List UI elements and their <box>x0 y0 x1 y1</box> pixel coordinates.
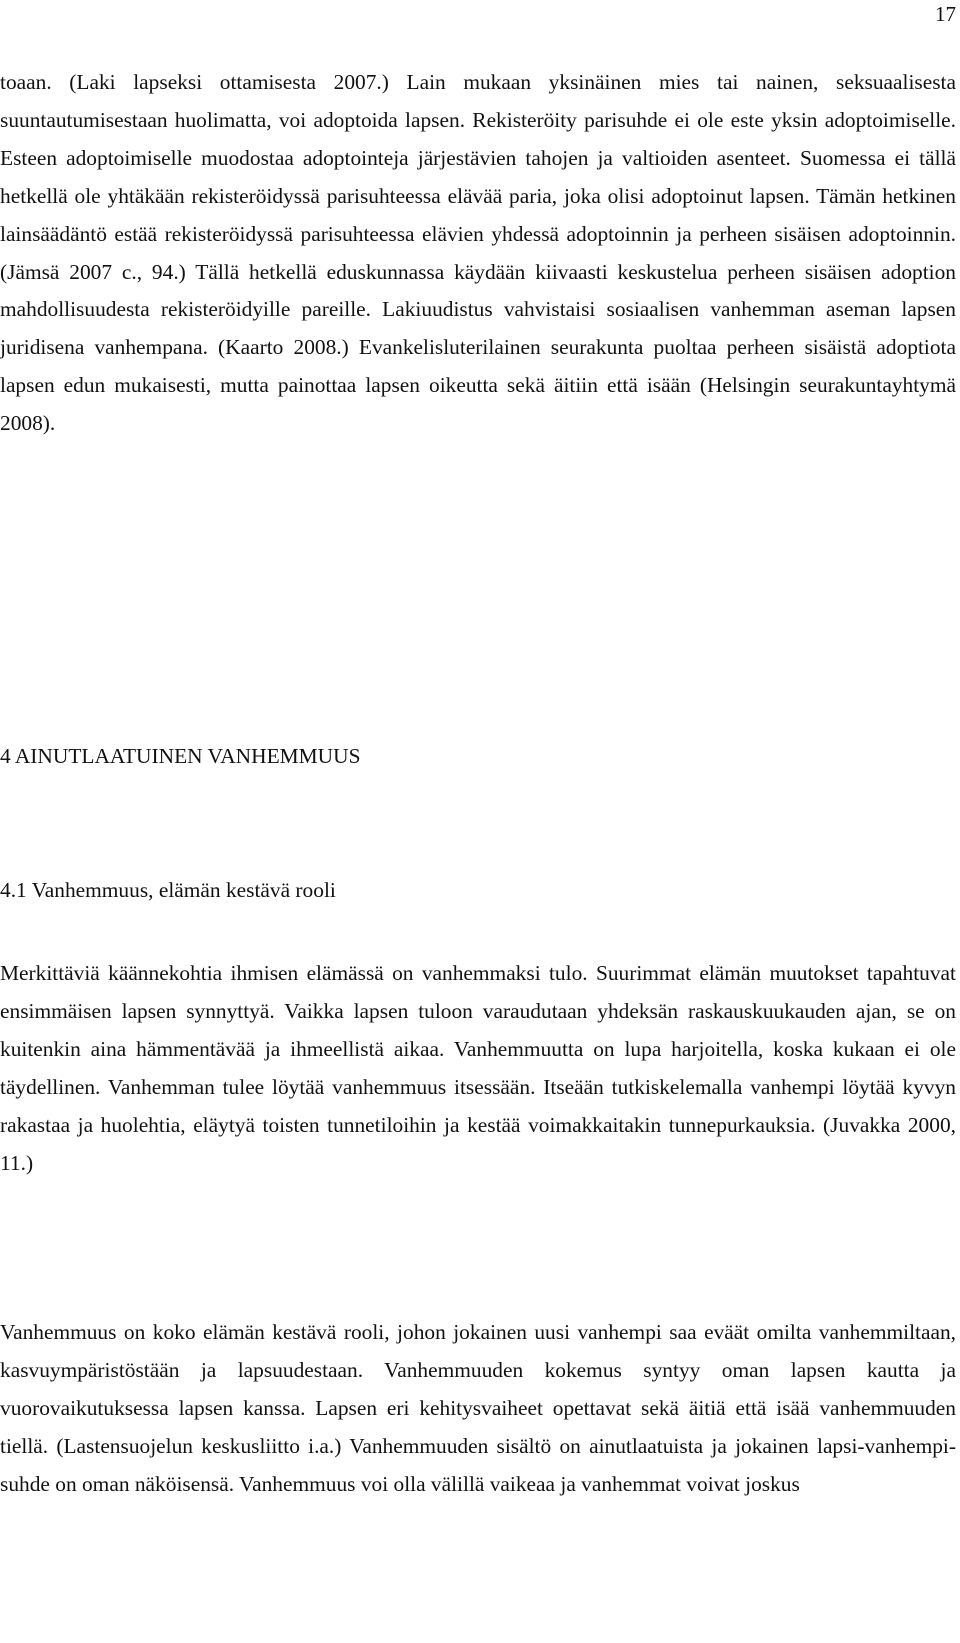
page-number: 17 <box>935 2 956 26</box>
chapter-heading: 4 AINUTLAATUINEN VANHEMMUUS <box>0 744 361 768</box>
paragraph-body: Vanhemmuus on koko elämän kestävä rooli, johon jokainen uusi vanhempi saa eväät omilta vanhemmiltaan, kasvuympäristöstään ja lapsuudestaan. Vanhemmuuden kokemus syntyy oman lapsen kautta ja vuorovaikutuksessa lapsen kanssa. Lapsen eri kehitysvaiheet opettavat sekä äitiä että isää vanhemmuuden tiellä. (Lastensuojelun keskusliitto i.a.) Vanhemmuuden sisältö on ainutlaatuista ja jokainen lapsi-vanhempi-suhde on oman näköisensä. Vanhemmuus voi olla välillä vaikeaa ja vanhemmat voivat joskus <box>0 1320 956 1496</box>
section-heading: 4.1 Vanhemmuus, elämän kestävä rooli <box>0 878 336 902</box>
paragraph-body: toaan. (Laki lapseksi ottamisesta 2007.) Lain mukaan yksinäinen mies tai nainen, seksuaalisesta suuntautumisestaan huolimatta, voi adoptoida lapsen. Rekisteröity parisuhde ei ole este yksin adoptoimiselle. Esteen adoptoimiselle muodostaa adoptointeja järjestävien tahojen ja valtioiden asenteet. Suomessa ei tällä hetkellä ole yhtäkään rekisteröidyssä parisuhteessa elävää paria, joka olisi adoptoinut lapsen. Tämän hetkinen lainsäädäntö estää rekisteröidyssä parisuhteessa elävien yhdessä adoptoinnin ja perheen sisäisen adoptoinnin. (Jämsä 2007 c., 94.) Tällä hetkellä eduskunnassa käydään kiivaasti keskustelua perheen sisäisen adoption mahdollisuudesta rekisteröidyille pareille. Lakiuudistus vahvistaisi sosiaalisen vanhemman aseman lapsen juridisena vanhempana. (Kaarto 2008.) Evankelisluterilainen seurakunta puoltaa perheen sisäistä adoptiota lapsen edun mukaisesti, mutta painottaa lapsen oikeutta sekä äitiin että isään (Helsingin seurakuntayhtymä 2008). <box>0 70 956 436</box>
paragraph-body: Merkittäviä käännekohtia ihmisen elämässä on vanhemmaksi tulo. Suurimmat elämän muutokset tapahtuvat ensimmäisen lapsen synnyttyä. Vaikka lapsen tuloon varaudutaan yhdeksän raskauskuukauden ajan, se on kuitenkin aina hämmentävää ja ihmeellistä aikaa. Vanhemmuutta on lupa harjoitella, koska kukaan ei ole täydellinen. Vanhemman tulee löytää vanhemmuus itsessään. Itseään tutkiskelemalla vanhempi löytää kyvyn rakastaa ja huolehtia, eläytyä toisten tunnetiloihin ja kestää voimakkaitakin tunnepurkauksia. (Juvakka 2000, 11.) <box>0 961 956 1175</box>
